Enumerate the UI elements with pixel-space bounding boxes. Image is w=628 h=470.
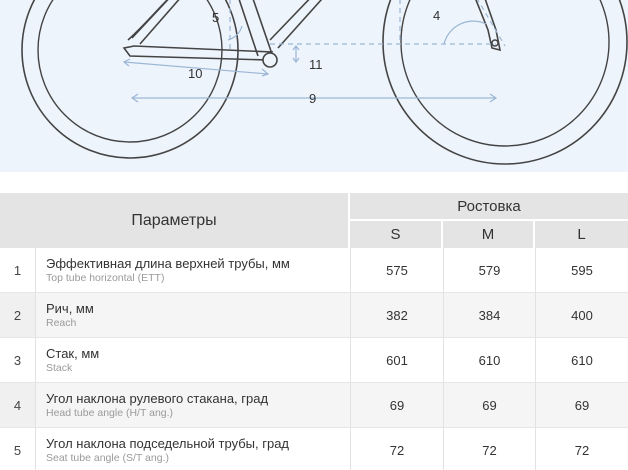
param-name-en: Seat tube angle (S/T ang.)	[46, 451, 169, 464]
dim-label-11: 11	[309, 57, 323, 72]
param-name-en: Reach	[46, 316, 77, 329]
param-name-en: Top tube horizontal (ETT)	[46, 271, 165, 284]
table-row	[0, 293, 628, 338]
value-m: 579	[443, 248, 535, 293]
frame-fork	[472, 0, 500, 50]
param-name-en: Head tube angle (H/T ang.)	[46, 406, 174, 419]
value-l: 400	[535, 293, 628, 338]
angle-arc-4	[444, 21, 486, 44]
value-l: 69	[535, 383, 628, 428]
geometry-table	[0, 193, 628, 470]
frame-down-tube	[270, 0, 330, 48]
value-s: 575	[350, 248, 443, 293]
param-cell	[36, 338, 350, 383]
row-number: 1	[0, 248, 36, 293]
dim-label-9: 9	[309, 91, 317, 106]
dim-label-4: 4	[433, 8, 441, 23]
param-name-ru: Угол наклона подседельной трубы, град	[46, 435, 290, 451]
param-name-ru: Рич, мм	[46, 300, 94, 316]
rear-wheel-outer	[22, 0, 238, 158]
dim-label-5: 5	[212, 10, 220, 25]
value-l: 610	[535, 338, 628, 383]
param-cell	[36, 428, 350, 470]
param-cell	[36, 248, 350, 293]
params-header: Параметры	[0, 193, 350, 248]
geometry-diagram	[0, 0, 628, 172]
value-m: 69	[443, 383, 535, 428]
front-wheel-outer	[383, 0, 627, 164]
table-row	[0, 338, 628, 383]
frame-seatstay	[132, 0, 182, 44]
param-name-en: Stack	[46, 361, 73, 374]
value-l: 72	[535, 428, 628, 470]
dim-label-10: 10	[188, 66, 203, 81]
row-number: 2	[0, 293, 36, 338]
value-s: 601	[350, 338, 443, 383]
table-row	[0, 428, 628, 470]
value-s: 382	[350, 293, 443, 338]
size-header-l: L	[535, 221, 628, 248]
bottom-bracket	[263, 53, 277, 67]
value-m: 384	[443, 293, 535, 338]
table-row	[0, 248, 628, 293]
size-header-m: M	[443, 221, 535, 248]
param-cell	[36, 293, 350, 338]
param-name-ru: Угол наклона рулевого стакана, град	[46, 390, 269, 406]
value-m: 610	[443, 338, 535, 383]
param-name-ru: Стак, мм	[46, 345, 100, 361]
value-s: 69	[350, 383, 443, 428]
row-number: 4	[0, 383, 36, 428]
param-cell	[36, 383, 350, 428]
value-s: 72	[350, 428, 443, 470]
size-group-header: Ростовка	[350, 193, 628, 221]
param-name-ru: Эффективная длина верхней трубы, мм	[46, 255, 290, 271]
value-l: 595	[535, 248, 628, 293]
front-axle	[492, 40, 498, 46]
value-m: 72	[443, 428, 535, 470]
row-number: 5	[0, 428, 36, 470]
row-number: 3	[0, 338, 36, 383]
bike-geometry-drawing	[0, 0, 628, 172]
size-header-s: S	[350, 221, 443, 248]
table-row	[0, 383, 628, 428]
